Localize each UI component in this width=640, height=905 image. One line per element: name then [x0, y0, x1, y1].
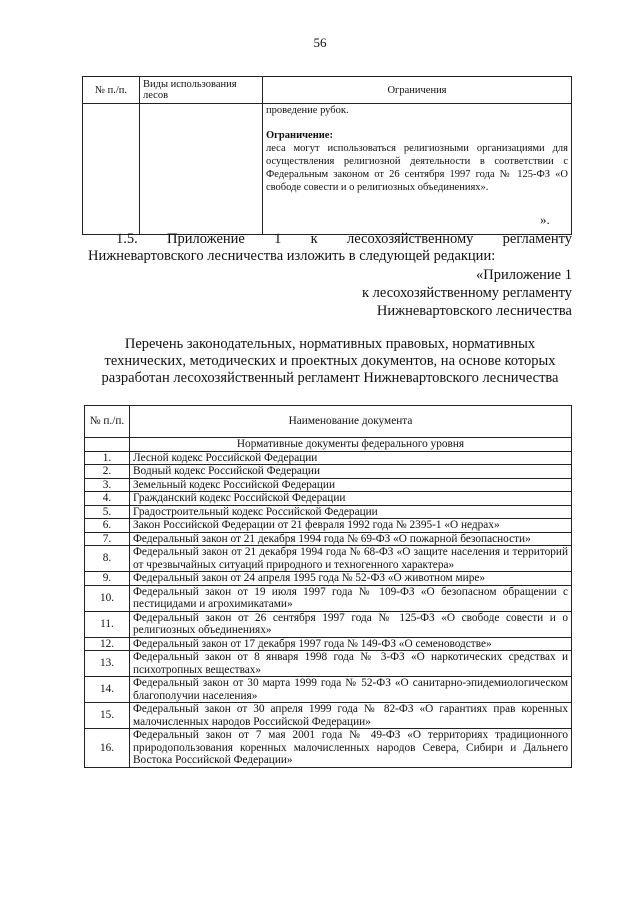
cell-empty: [140, 104, 263, 235]
document-name: Лесной кодекс Российской Федерации: [130, 451, 572, 465]
document-name: Гражданский кодекс Российской Федерации: [130, 492, 572, 506]
restriction-label: Ограничение:: [266, 130, 333, 141]
document-name: Водный кодекс Российской Федерации: [130, 465, 572, 479]
table-row: [85, 729, 572, 768]
document-list-title: Перечень законодательных, нормативных правовых, нормативных технических, методических и проектных документов, на основе которых разработан лесохозяйственный регламент Нижневартовского лесничества: [101, 336, 559, 386]
row-number: 11.: [85, 611, 130, 637]
row-number: 8.: [85, 546, 130, 572]
row-number: 16.: [85, 729, 130, 768]
amendment-paragraph: [88, 231, 572, 265]
paragraph-line: Нижневартовского лесничества изложить в следующей редакции:: [88, 248, 496, 264]
document-name: Федеральный закон от 17 декабря 1997 года № 149-ФЗ «О семеноводстве»: [130, 637, 572, 651]
row-number: 3.: [85, 478, 130, 492]
document-name: Федеральный закон от 19 июля 1997 года № 109-ФЗ «О безопасном обращении с пестицидами и агрохимикатами»: [130, 585, 572, 611]
table-row: [85, 637, 572, 651]
appendix-line: к лесохозяйственному регламенту: [362, 285, 572, 301]
table-row: [85, 492, 572, 506]
page-number: 56: [313, 35, 327, 50]
table-row: [85, 451, 572, 465]
document-name: Градостроительный кодекс Российской Федерации: [130, 505, 572, 519]
row-number: 1.: [85, 451, 130, 465]
appendix-line: «Приложение 1: [476, 267, 572, 283]
document-name: Федеральный закон от 26 сентября 1997 года № 125-ФЗ «О свободе совести и о религиозных объединениях»: [130, 611, 572, 637]
header-forest-use: Виды использования лесов: [140, 77, 263, 104]
document-name: Федеральный закон от 21 декабря 1994 года № 69-ФЗ «О пожарной безопасности»: [130, 532, 572, 546]
documents-table: [84, 405, 572, 768]
row-number: 7.: [85, 532, 130, 546]
document-name: Земельный кодекс Российской Федерации: [130, 478, 572, 492]
restriction-text: леса могут использоваться религиозными организациями для осуществления религиозной деятельности в соответствии с Федеральным законом от 26 сентября 1997 года № 125-ФЗ «О свободе совести и о религиозных объединениях».: [266, 143, 568, 193]
table-row: [85, 519, 572, 533]
document-name: Федеральный закон от 24 апреля 1995 года № 52-ФЗ «О животном мире»: [130, 572, 572, 586]
row-number: 5.: [85, 505, 130, 519]
table-row: [83, 104, 572, 235]
restriction-line: проведение рубок.: [266, 105, 349, 116]
cell-empty: [83, 104, 140, 235]
document-name: Федеральный закон от 30 апреля 1999 года № 82-ФЗ «О гарантиях прав коренных малочисленных народов Российской Федерации»: [130, 703, 572, 729]
table-row: [85, 505, 572, 519]
row-number: 12.: [85, 637, 130, 651]
table-header-row: [85, 406, 572, 438]
table-row: [85, 478, 572, 492]
appendix-line: Нижневартовского лесничества: [376, 303, 572, 319]
table-row: [85, 532, 572, 546]
table-row: [85, 546, 572, 572]
table-row: [85, 651, 572, 677]
header-document-name: Наименование документа: [130, 406, 572, 438]
document-name: Федеральный закон от 8 января 1998 года № 3-ФЗ «О наркотических средствах и психотропных веществах»: [130, 651, 572, 677]
cell-empty: [85, 438, 130, 452]
table-row: [85, 465, 572, 479]
table-row: [85, 703, 572, 729]
row-number: 14.: [85, 677, 130, 703]
table-row: [85, 677, 572, 703]
document-name: Федеральный закон от 30 марта 1999 года № 52-ФЗ «О санитарно-эпидемиологическом благополучии населения»: [130, 677, 572, 703]
header-number: № п./п.: [85, 406, 130, 438]
header-number: № п./п.: [83, 77, 140, 104]
row-number: 2.: [85, 465, 130, 479]
row-number: 9.: [85, 572, 130, 586]
restrictions-table: [82, 76, 572, 235]
quote-end: ».: [540, 212, 550, 227]
table-row: [85, 585, 572, 611]
paragraph-line: 1.5. Приложение 1 к лесохозяйственному регламенту: [116, 231, 572, 247]
row-number: 4.: [85, 492, 130, 506]
table-row: [85, 611, 572, 637]
restrictions-cell: [263, 104, 572, 235]
table-row: [85, 572, 572, 586]
document-name: Федеральный закон от 7 мая 2001 года № 49-ФЗ «О территориях традиционного природопользования коренных малочисленных народов Севера, Сибири и Дальнего Востока Российской Федерации»: [130, 729, 572, 768]
row-number: 10.: [85, 585, 130, 611]
appendix-heading: [362, 266, 572, 320]
section-title: Нормативные документы федерального уровня: [130, 438, 572, 452]
document-name: Закон Российской Федерации от 21 февраля 1992 года № 2395-1 «О недрах»: [130, 519, 572, 533]
row-number: 13.: [85, 651, 130, 677]
row-number: 15.: [85, 703, 130, 729]
header-restrictions: Ограничения: [263, 77, 572, 104]
document-name: Федеральный закон от 21 декабря 1994 года № 68-ФЗ «О защите населения и территорий от чрезвычайных ситуаций природного и техногенного характера»: [130, 546, 572, 572]
row-number: 6.: [85, 519, 130, 533]
section-row: [85, 438, 572, 452]
table-header-row: [83, 77, 572, 104]
document-rows: [85, 451, 572, 767]
